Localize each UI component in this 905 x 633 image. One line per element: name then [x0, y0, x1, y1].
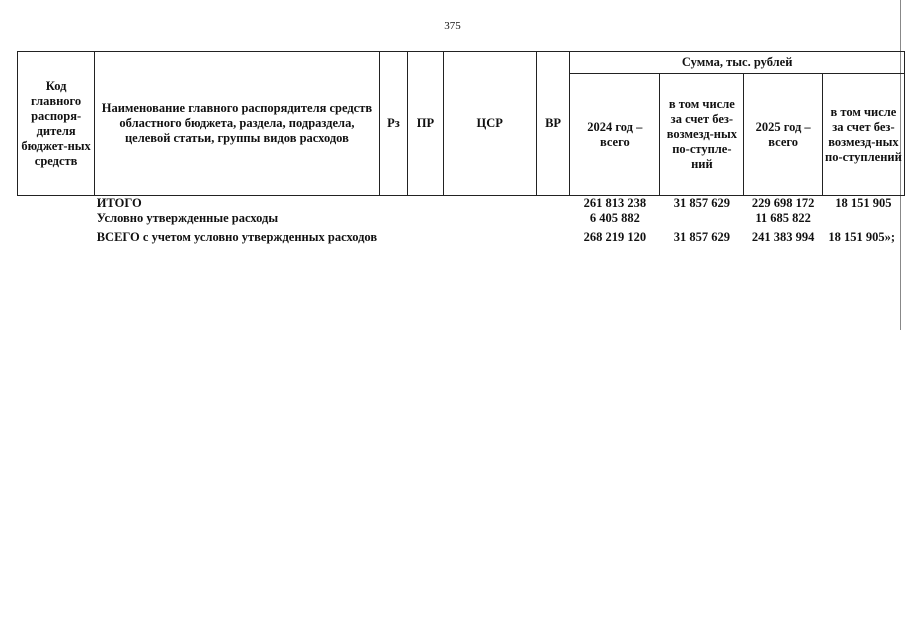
table-row — [18, 226, 905, 245]
budget-table — [17, 51, 905, 245]
row-2024-free: 31 857 629 — [673, 230, 730, 244]
header-rz: Рз — [379, 52, 408, 196]
row-2024-free: 31 857 629 — [673, 196, 730, 210]
row-2025-total: 229 698 172 — [751, 196, 815, 210]
row-2025-total: 11 685 822 — [755, 211, 811, 225]
header-2024-free: в том числе за счет без-возмезд-ных по-ступле-ний — [660, 74, 744, 196]
header-vr: ВР — [536, 52, 569, 196]
table-row — [18, 211, 905, 226]
row-2025-free: 18 151 905 — [835, 196, 892, 210]
row-name: ВСЕГО с учетом условно утвержденных расходов — [96, 230, 378, 244]
header-2024-total: 2024 год – всего — [570, 74, 660, 196]
row-name: Условно утвержденные расходы — [96, 211, 279, 225]
row-2025-free — [822, 211, 904, 226]
row-2024-total: 268 219 120 — [583, 230, 647, 244]
header-name: Наименование главного распорядителя средств областного бюджета, раздела, подраздела, целевой статьи, группы видов расходов — [95, 52, 379, 196]
table-row — [18, 196, 905, 212]
header-2025-free: в том числе за счет без-возмезд-ных по-ступлений — [822, 74, 904, 196]
row-2024-total: 6 405 882 — [589, 211, 640, 225]
row-2024-free — [660, 211, 744, 226]
header-code: Код главного распоря-дителя бюджет-ных средств — [18, 52, 95, 196]
header-2025-total: 2025 год – всего — [744, 74, 822, 196]
page-number: 375 — [444, 20, 461, 32]
row-2025-total: 241 383 994 — [751, 230, 815, 244]
row-name: ИТОГО — [96, 196, 142, 210]
row-2025-free: 18 151 905»; — [828, 230, 896, 244]
header-csr: ЦСР — [443, 52, 536, 196]
header-pr: ПР — [408, 52, 443, 196]
header-sum-group: Сумма, тыс. рублей — [570, 52, 905, 74]
row-2024-total: 261 813 238 — [583, 196, 647, 210]
